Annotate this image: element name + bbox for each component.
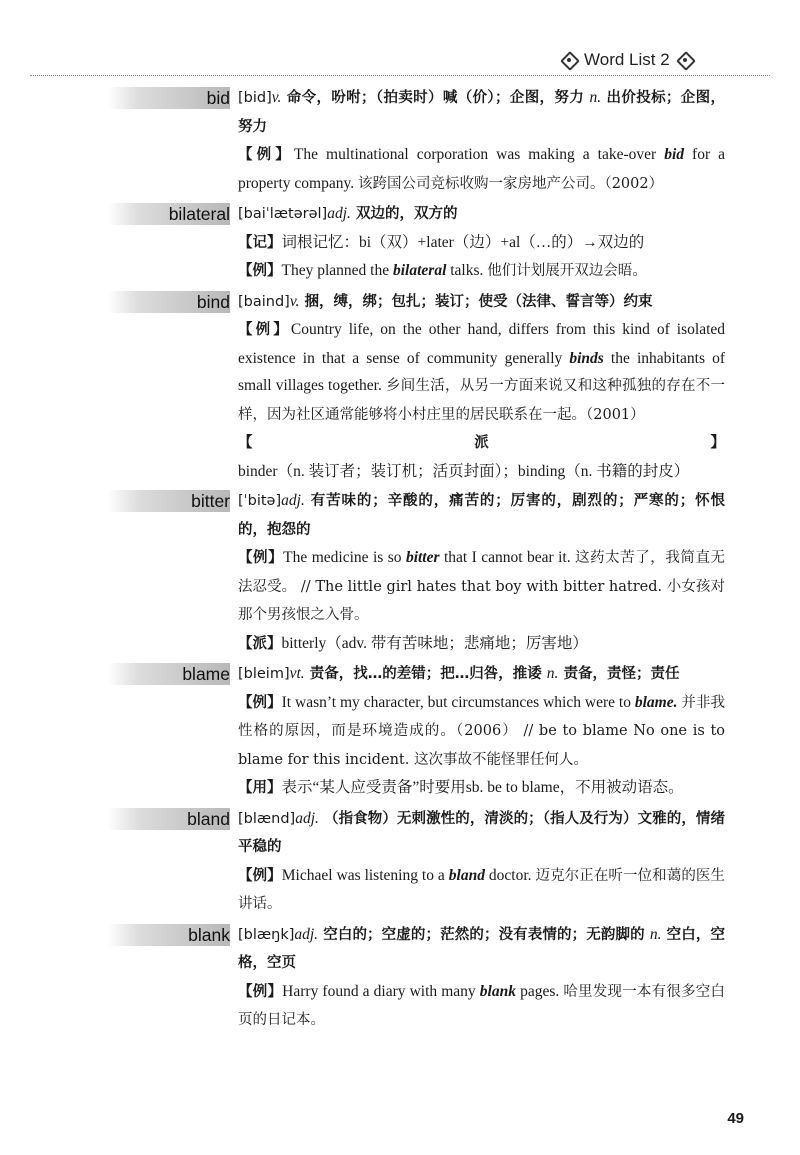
part-of-speech: adj. <box>281 492 305 509</box>
entry-body <box>238 288 725 486</box>
example-en: The multinational corporation was making a take-over <box>293 146 665 163</box>
part-of-speech: adj. <box>327 205 351 222</box>
example-zh: 该跨国公司竞标收购一家房地产公司。 <box>357 175 605 192</box>
header-title: Word List 2 <box>584 50 670 69</box>
phonetic: [baind] <box>238 293 290 310</box>
entry-bind <box>0 288 800 486</box>
example <box>238 689 725 775</box>
note-tag: 【派】 <box>238 635 282 652</box>
diamond-ornament-icon <box>676 51 694 69</box>
keyword: bland <box>448 866 485 884</box>
note-text: binder（n. 装订者；装订机；活页封面）；binding（n. 书籍的封皮） <box>238 462 690 480</box>
example-tag: 【例】 <box>238 147 294 163</box>
note-text: bitterly（adv. 带有苦味地；悲痛地；厉害地） <box>281 634 588 652</box>
entry-bid <box>0 84 800 198</box>
part-of-speech: v. <box>289 292 300 310</box>
phonetic: [baiˈlætərəl] <box>238 206 328 222</box>
definition <box>238 288 725 317</box>
definition <box>238 660 725 689</box>
definition-text: 命令，吩咐；（拍卖时）喊（价）；企图，努力 <box>281 90 590 106</box>
part-of-speech: adj. <box>294 925 319 943</box>
definition-text: （指食物）无刺激性的，清淡的；（指人及行为）文雅的，情绪平稳的 <box>238 810 725 855</box>
phonetic: [blænd] <box>238 810 296 827</box>
definition-text: 有苦味的；辛酸的，痛苦的；厉害的，剧烈的；严寒的；怀恨的，抱怨的 <box>238 493 725 538</box>
example-zh: 哈里发现一本有很多空白页的日记本。 <box>238 983 726 1028</box>
example <box>238 257 725 286</box>
example <box>238 862 725 919</box>
example-tag: 【例】 <box>238 322 291 338</box>
headword: bind <box>196 291 230 312</box>
keyword: bid <box>664 146 685 163</box>
definition-text: 责备，找…的差错；把…归咎，推诿 <box>304 666 547 682</box>
entry-body <box>238 805 725 919</box>
definition-text: 责备，责怪；责任 <box>558 666 680 682</box>
entry-bilateral <box>0 200 800 286</box>
part-of-speech: adj. <box>295 809 319 827</box>
example-en: Michael was listening to a <box>281 866 449 884</box>
keyword: blame. <box>634 693 678 711</box>
example-tag: 【例】 <box>238 263 282 279</box>
example-en: pages. <box>515 982 564 1000</box>
example <box>238 544 725 630</box>
definition-text: 出价投标；企图，努力 <box>238 90 725 135</box>
example <box>238 316 725 429</box>
definition-text: 捆，缚，绑；包扎；装订；使受（法律、誓言等）约束 <box>299 293 653 310</box>
note-tag: 【用】 <box>238 780 282 796</box>
example-tag: 【例】 <box>238 867 282 884</box>
example-extra: （2002） <box>604 175 664 192</box>
phonetic: [blæŋk] <box>238 926 295 943</box>
part-of-speech: vt. <box>289 665 305 682</box>
keyword: bilateral <box>392 262 447 279</box>
definition <box>238 487 725 544</box>
example-en: They planned the <box>281 262 393 279</box>
headword: bid <box>206 88 230 108</box>
example-en: The medicine is so <box>283 549 406 566</box>
example-zh: 这药太苦了，我简直无法忍受。 <box>238 550 726 595</box>
note-tag: 【派】 <box>238 435 725 451</box>
entry-body <box>238 921 725 1035</box>
note-text: 表示“某人应受责备”时要用sb. be to blame，不用被动语态。 <box>281 779 684 796</box>
example-tag: 【例】 <box>238 694 282 711</box>
keyword: blank <box>479 982 516 1000</box>
example-tag: 【例】 <box>238 983 283 1000</box>
part-of-speech: v. <box>271 89 282 106</box>
phonetic: [bid] <box>238 90 272 106</box>
definition <box>238 200 725 229</box>
keyword: bitter <box>405 549 440 566</box>
phonetic: [bleim] <box>238 666 290 682</box>
headword: bland <box>187 808 230 829</box>
example <box>238 978 725 1035</box>
example-extra: （2001） <box>586 406 645 423</box>
derived-note <box>238 630 725 659</box>
diamond-ornament-icon <box>560 51 578 69</box>
definition-text: 双边的，双方的 <box>350 206 458 222</box>
definition-text: 空白的；空虚的；茫然的；没有表情的；无韵脚的 <box>318 926 650 943</box>
example-zh: 他们计划展开双边会晤。 <box>487 263 647 279</box>
example-en: talks. <box>446 262 488 279</box>
usage-note <box>238 774 725 803</box>
entry-bitter <box>0 487 800 658</box>
header-divider <box>30 75 770 76</box>
part-of-speech: n. <box>546 665 559 682</box>
entry-body <box>238 84 725 198</box>
memory-note <box>238 229 725 258</box>
entry-body <box>238 660 725 803</box>
page-number: 49 <box>727 1110 744 1127</box>
running-header <box>560 46 760 74</box>
example-en: the inhabitants of small villages together. <box>238 349 725 394</box>
example-extra: （2006） // be to blame No one is to blame for this incident. 这次事故不能怪罪任何人。 <box>238 723 726 768</box>
note-text: 词根记忆：bi（双）+later（边）+al（…的）→双边的 <box>281 233 645 251</box>
headword: bilateral <box>168 204 230 224</box>
example-en: Country life, on the other hand, differs from this kind of isolated existence in that a sense of community generally <box>238 321 726 367</box>
example <box>238 141 725 198</box>
note-tag: 【记】 <box>238 234 282 251</box>
example-zh: 并非我性格的原因，而是环境造成的。 <box>238 694 726 739</box>
entry-bland <box>0 805 800 919</box>
part-of-speech: n. <box>649 925 662 943</box>
headword: bitter <box>191 491 230 511</box>
entry-body <box>238 487 725 658</box>
example-en: Harry found a diary with many <box>282 982 480 1000</box>
definition <box>238 921 725 978</box>
example-extra: // The little girl hates that boy with bitter hatred. 小女孩对那个男孩恨之入骨。 <box>238 578 725 623</box>
example-zh: 迈克尔正在听一位和蔼的医生讲话。 <box>238 867 726 912</box>
example-en: doctor. <box>484 866 536 884</box>
keyword: binds <box>569 349 604 367</box>
entry-blank <box>0 921 800 1035</box>
entry-blame <box>0 660 800 803</box>
headword: blame <box>182 664 230 684</box>
example-tag: 【例】 <box>238 550 284 566</box>
phonetic: [ˈbitə] <box>238 493 282 509</box>
part-of-speech: n. <box>589 89 602 106</box>
headword: blank <box>188 924 230 945</box>
example-en: for a property company. <box>238 146 726 192</box>
example-en: that I cannot bear it. <box>439 549 575 566</box>
example-en: It wasn’t my character, but circumstances which were to <box>281 693 635 711</box>
definition <box>238 84 725 141</box>
entry-list <box>0 84 800 1037</box>
example-zh: 乡间生活，从另一方面来说又和这种孤独的存在不一样，因为社区通常能够将小村庄里的居民联系在一起。 <box>238 378 725 423</box>
entry-body <box>238 200 725 286</box>
definition-text: 空白，空格，空页 <box>238 926 725 971</box>
definition <box>238 805 725 862</box>
derived-note <box>238 429 725 485</box>
